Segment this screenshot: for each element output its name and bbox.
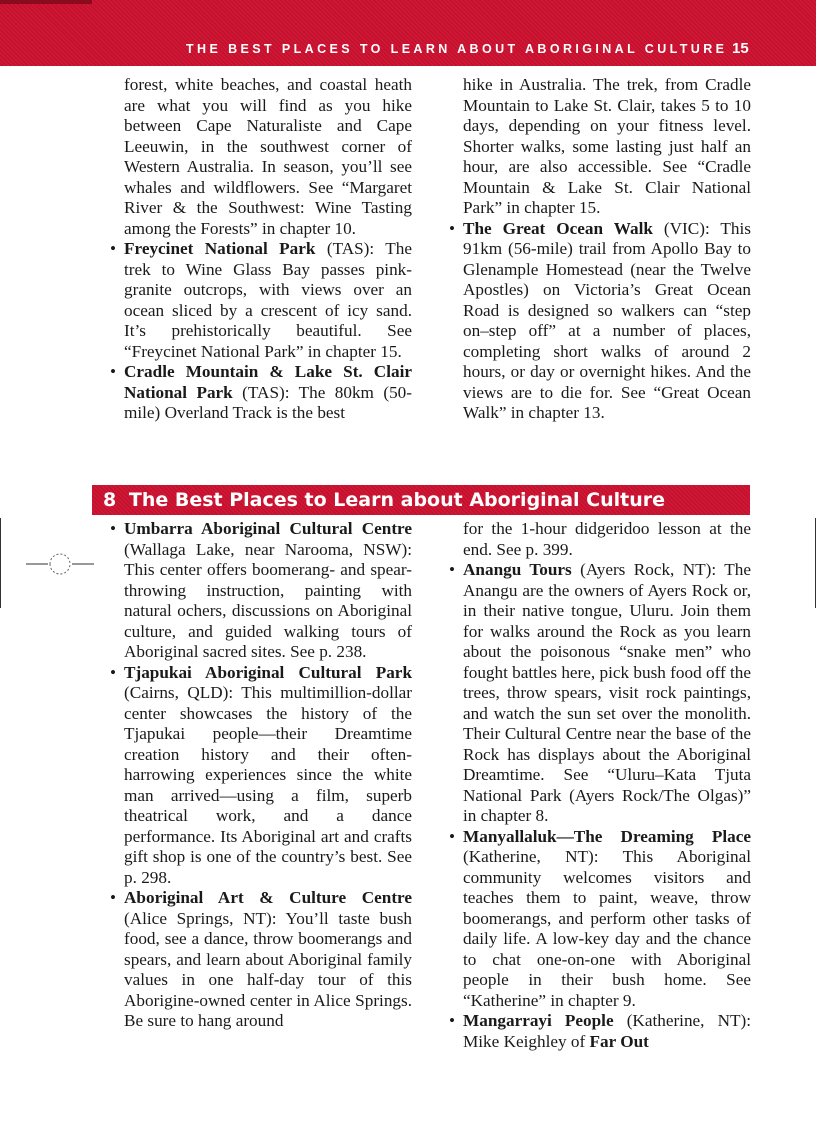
list-item-tjapukai xyxy=(112,663,412,889)
attraction-list xyxy=(124,239,412,424)
top-right-column xyxy=(463,75,751,424)
section-heading xyxy=(92,485,750,515)
page-number: 15 xyxy=(732,40,749,57)
list-item-great-ocean-walk xyxy=(451,219,751,424)
item-text: (TAS): The trek to Wine Glass Bay passes pink-granite outcrops, with views over an ocean sliced by a crescent of icy sand. It’s prehistorically beautiful. See “Freycinet National Park” in chapter 15. xyxy=(124,239,412,361)
header-band xyxy=(0,0,816,66)
item-name: Manyallaluk—The Dreaming Place xyxy=(463,826,751,846)
list-item-freycinet xyxy=(112,239,412,362)
item-text: (Katherine, NT): Mike Keighley of xyxy=(463,1011,751,1051)
item-text: (Wallaga Lake, near Narooma, NSW): This center offers boomerang- and spear-throwing instruction, painting with natural ochers, discussions on Aboriginal culture, and guided walking tours of Aboriginal sacred sites. See p. 238. xyxy=(124,539,412,661)
item-text: (Cairns, QLD): This multimillion-dollar center showcases the history of the Tjapukai people—their Dreamtime creation history and their often-harrowing experiences since the white man arrived—using a film, superb theatrical work, and a dance performance. Its Aboriginal art and crafts gift shop is one of the country’s best. See p. 298. xyxy=(124,683,412,887)
section-title: The Best Places to Learn about Aboriginal Culture xyxy=(128,489,666,511)
item-text: (TAS): The 80km (50-mile) Overland Track is the best xyxy=(124,382,412,422)
item-name: Umbarra Aboriginal Cultural Centre xyxy=(124,519,412,538)
continued-paragraph: forest, white beaches, and coastal heath are what you will find as you hike between Cape Naturaliste and Cape Leeuwin, in the southwest corner of Western Australia. In season, you’ll see whales and wildflowers. See “Margaret River & the Southwest: Wine Tasting among the Forests” in chapter 10. xyxy=(124,75,412,238)
item-name: Aboriginal Art & Culture Centre xyxy=(124,888,412,907)
attraction-list xyxy=(463,219,751,424)
continued-paragraph: for the 1-hour didgeridoo lesson at the end. See p. 399. xyxy=(463,519,751,559)
aboriginal-culture-list xyxy=(463,560,751,1052)
item-name: Anangu Tours xyxy=(463,560,572,579)
running-head: THE BEST PLACES TO LEARN ABOUT ABORIGINAL CULTURE xyxy=(186,42,728,56)
item-name: Cradle Mountain & Lake St. Clair National Park xyxy=(124,362,412,402)
section-number: 8 xyxy=(103,489,117,511)
item-name: Tjapukai Aboriginal Cultural Park xyxy=(124,662,412,682)
bottom-right-column xyxy=(463,519,751,1052)
list-item-manyallaluk xyxy=(451,827,751,1012)
item-text: (VIC): This 91km (56-mile) trail from Apollo Bay to Glenample Homestead (near the Twelve Apostles) on Victoria’s Great Ocean Road is designed so walkers can “step on–step off” at a number of places, completing short walks of around 2 hours, or day or overnight hikes. And the views are to die for. See “Great Ocean Walk” in chapter 13. xyxy=(463,218,751,422)
registration-mark xyxy=(26,548,94,580)
aboriginal-culture-list xyxy=(124,519,412,1032)
header-tab xyxy=(0,0,92,4)
item-text: (Ayers Rock, NT): The Anangu are the owners of Ayers Rock or, in their native tongue, Uluru. Join them for walks around the Rock as you learn about the poisonous “snake men” who fought battles here, pick bush food off the trees, throw spears, visit rock paintings, and watch the sun set over the monolith. Their Cultural Centre near the base of the Rock has displays about the Aboriginal Dreamtime. See “Uluru–Kata Tjuta National Park (Ayers Rock/The Olgas)” in chapter 8. xyxy=(463,560,752,825)
item-text: (Alice Springs, NT): You’ll taste bush food, see a dance, throw boomerangs and spears, and learn about Aboriginal family values in one half-day tour of this Aborigine-owned center in Alice Springs. Be sure to hang around xyxy=(124,908,412,1030)
crop-mark-left xyxy=(0,518,1,608)
list-item-mangarrayi xyxy=(451,1011,751,1052)
list-item-umbarra xyxy=(112,519,412,663)
list-item-cradle-mountain xyxy=(112,362,412,424)
bottom-left-column xyxy=(124,519,412,1032)
list-item-aboriginal-art-centre xyxy=(112,888,412,1032)
item-name: Mangarrayi People xyxy=(463,1011,614,1030)
item-name: The Great Ocean Walk xyxy=(463,218,653,238)
item-trailing-name: Far Out xyxy=(589,1031,649,1051)
list-item-anangu-tours xyxy=(451,560,751,827)
item-name: Freycinet National Park xyxy=(124,239,316,258)
top-left-column xyxy=(124,75,412,424)
item-text: (Katherine, NT): This Aboriginal community welcomes visitors and teaches them to paint, weave, throw boomerangs, and perform other tasks of daily life. A low-key day and the chance to chat one-on-one with Aboriginal people in their bush home. See “Katherine” in chapter 9. xyxy=(463,847,751,1010)
continued-paragraph: hike in Australia. The trek, from Cradle Mountain to Lake St. Clair, takes 5 to 10 days, depending on your fitness level. Shorter walks, some lasting just half an hour, are also accessible. See “Cradle Mountain & Lake St. Clair National Park” in chapter 15. xyxy=(463,75,751,217)
